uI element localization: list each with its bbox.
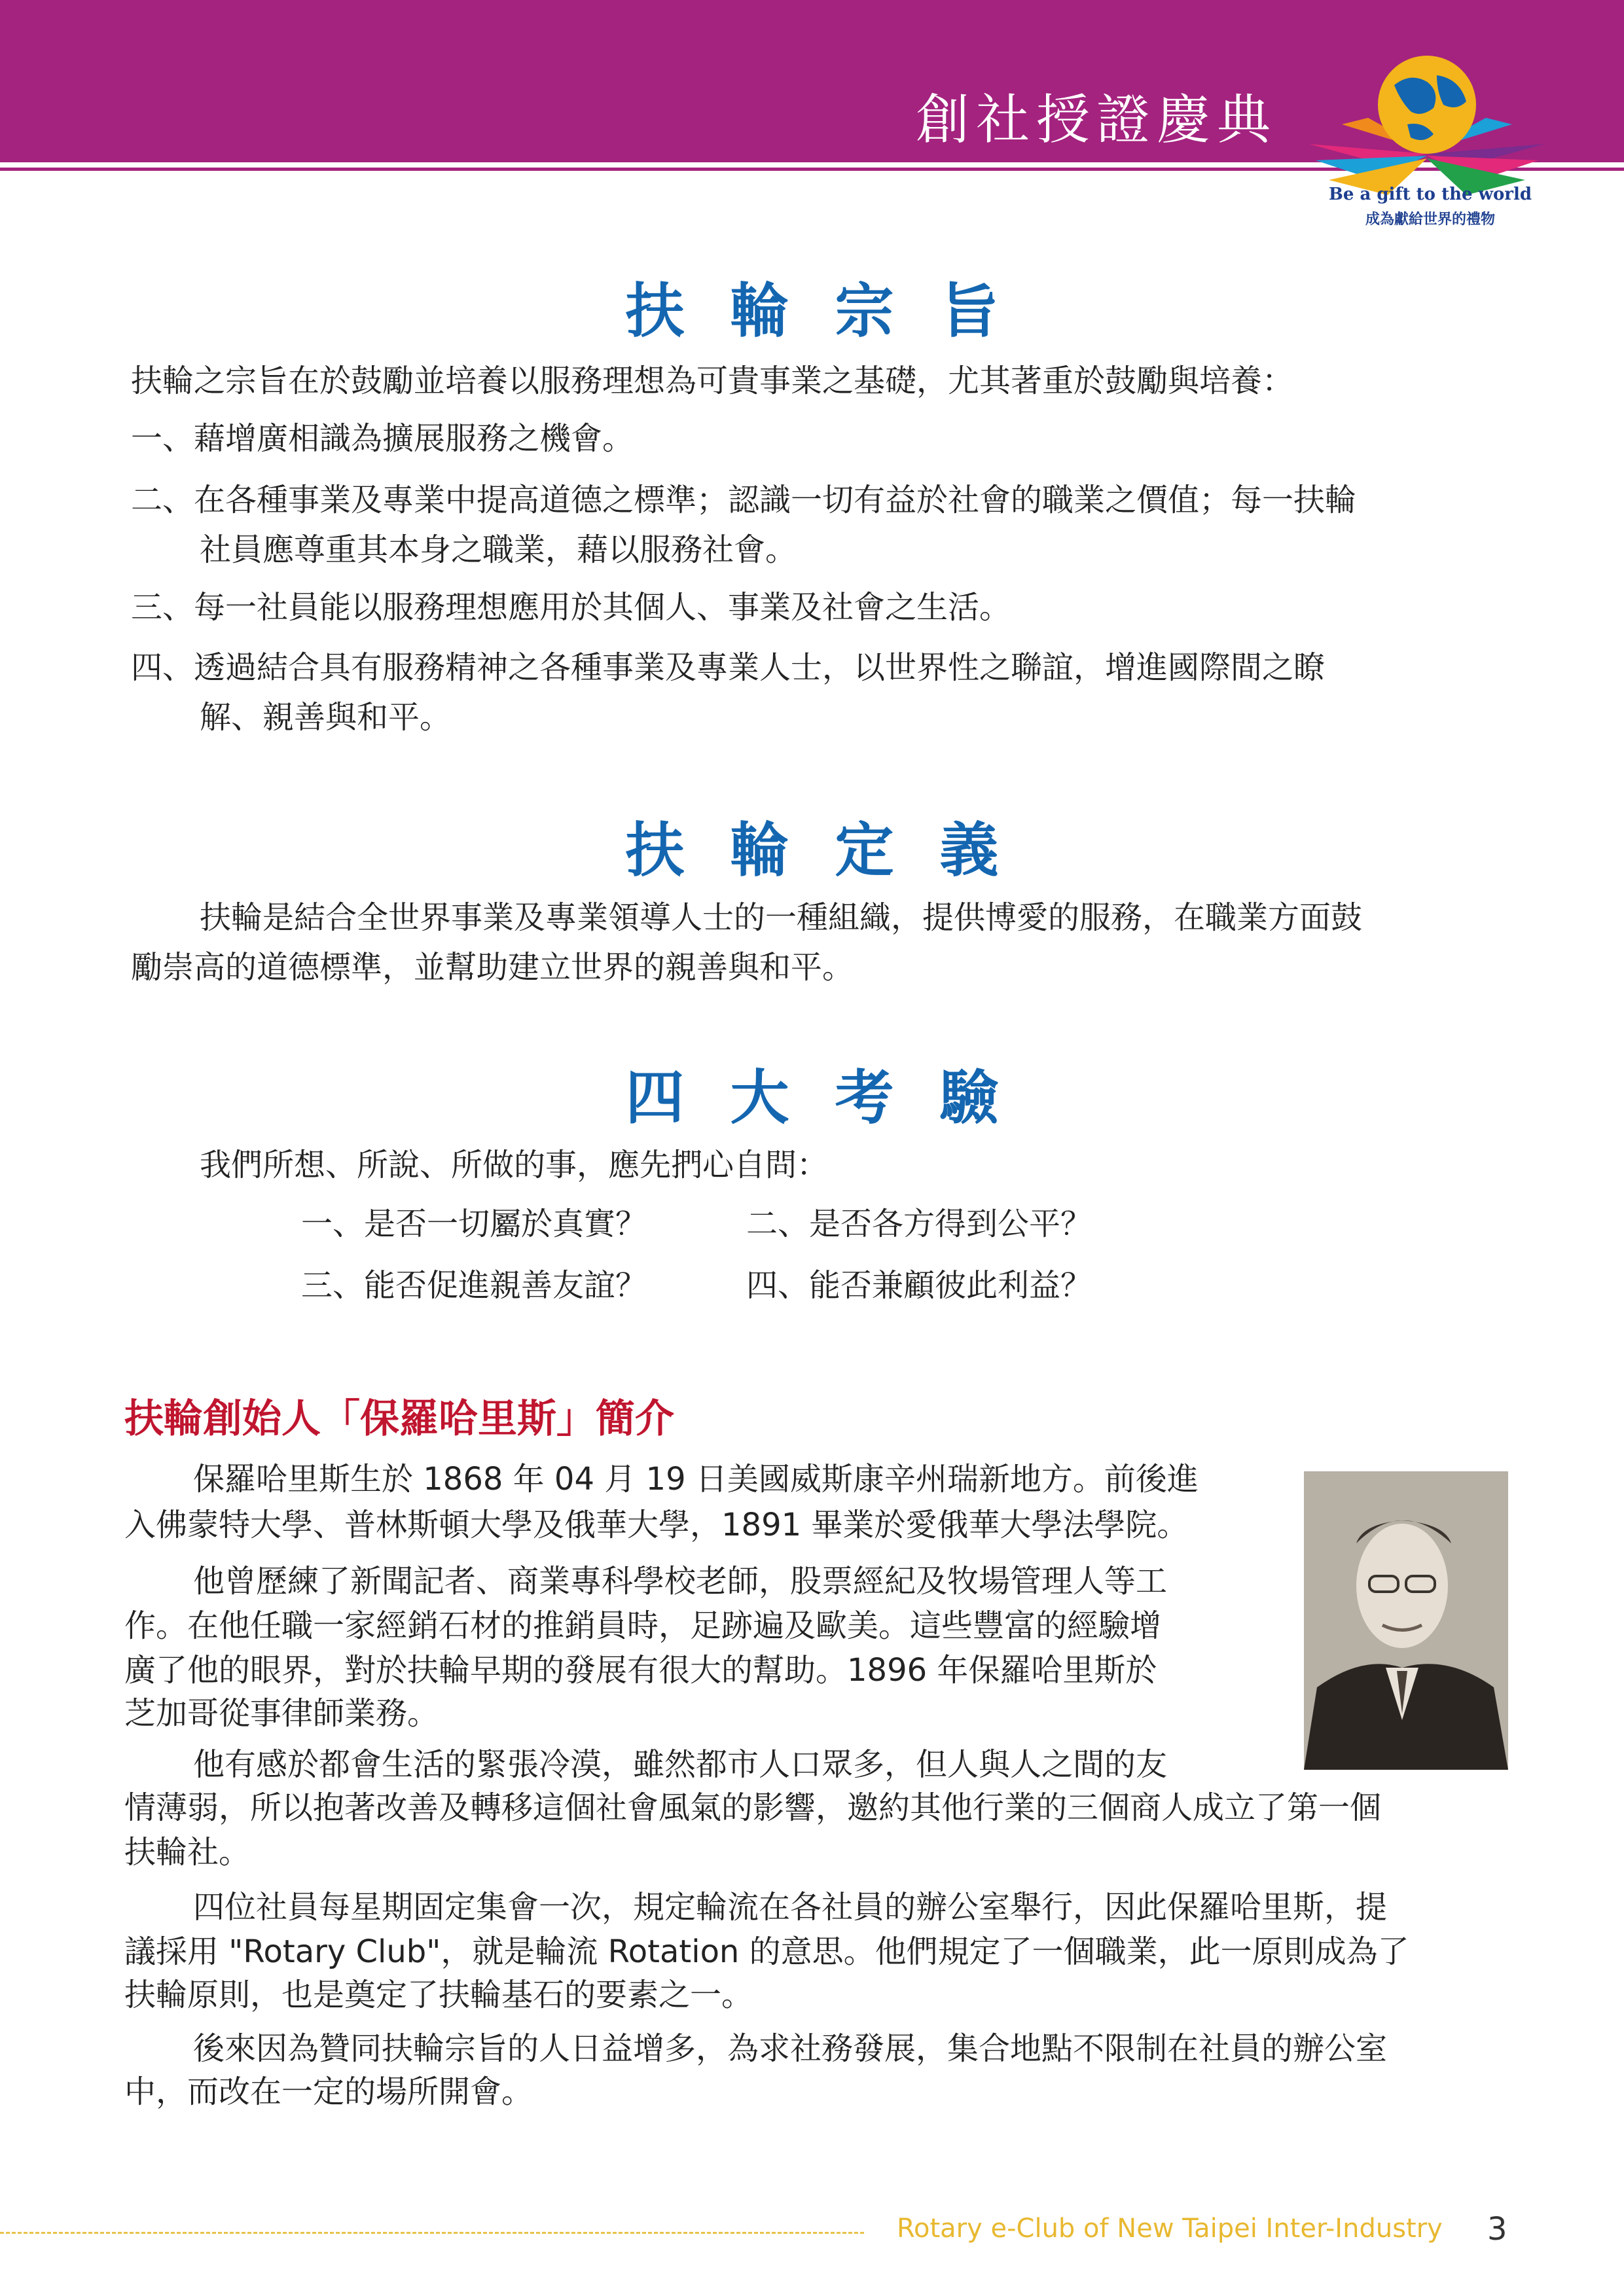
paragraph-line: 扶輪原則，也是奠定了扶輪基石的要素之一。 [124,1977,753,2013]
paragraph-line: 四、透過結合具有服務精神之各種事業及專業人士，以世界性之聯誼，增進國際間之瞭 [131,649,1326,686]
four-way-test-item: 一、是否一切屬於真實？ [301,1206,647,1242]
paul-harris-portrait [1304,1471,1508,1770]
paragraph-line: 他曾歷練了新聞記者、商業專科學校老師，股票經紀及牧場管理人等工 [193,1563,1168,1600]
page-number: 3 [1487,2211,1507,2248]
paragraph-line: 二、在各種事業及專業中提高道德之標準；認識一切有益於社會的職業之價值；每一扶輪 [131,482,1357,518]
paragraph-line: 廣了他的眼界，對於扶輪早期的發展有很大的幫助。1896 年保羅哈里斯於 [124,1652,1157,1689]
section-title-object-of-rotary: 扶輪宗旨 [625,277,1045,346]
paragraph-line: 入佛蒙特大學、普林斯頓大學及俄華大學，1891 畢業於愛俄華大學法學院。 [124,1507,1189,1543]
paragraph-line: 扶輪是結合全世界事業及專業領導人士的一種組織，提供博愛的服務，在職業方面鼓 [200,899,1363,936]
paragraph-line: 情薄弱，所以抱著改善及轉移這個社會風氣的影響，邀約其他行業的三個商人成立了第一個 [124,1789,1382,1826]
paragraph-line: 扶輪之宗旨在於鼓勵並培養以服務理想為可貴事業之基礎，尤其著重於鼓勵與培養： [131,363,1294,399]
section-title-four-way-test: 四大考驗 [625,1064,1045,1132]
four-way-test-item: 三、能否促進親善友誼？ [301,1267,647,1304]
paragraph-line: 保羅哈里斯生於 1868 年 04 月 19 日美國威斯康辛州瑞新地方。前後進 [193,1461,1199,1498]
paragraph-line: 三、每一社員能以服務理想應用於其個人、事業及社會之生活。 [131,589,1011,626]
founder-heading: 扶輪創始人「保羅哈里斯」簡介 [124,1396,674,1442]
paragraph-line: 扶輪社。 [124,1834,251,1871]
paragraph-line: 他有感於都會生活的緊張冷漠，雖然都市人口眾多，但人與人之間的友 [193,1746,1168,1783]
paragraph-line: 議採用 "Rotary Club"，就是輪流 Rotation 的意思。他們規定了一個職業，此一原則成為了 [124,1933,1409,1970]
footer-club-name: Rotary e-Club of New Taipei Inter-Industry [897,2214,1443,2244]
section-title-definition: 扶輪定義 [625,816,1045,885]
paragraph-line: 社員應尊重其本身之職業，藉以服務社會。 [200,531,797,568]
four-way-test-item: 四、能否兼顧彼此利益？ [746,1267,1092,1304]
paragraph-line: 中，而改在一定的場所開會。 [124,2073,533,2110]
paragraph-line: 作。在他任職一家經銷石材的推銷員時，足跡遍及歐美。這些豐富的經驗增 [124,1607,1162,1644]
header-title: 創社授證慶典 [915,89,1277,151]
logo-tagline-en: Be a gift to the world [1328,185,1532,204]
paragraph-line: 勵崇高的道德標準，並幫助建立世界的親善與和平。 [131,949,854,986]
paragraph-line: 芝加哥從事律師業務。 [124,1695,439,1732]
footer-divider [0,2232,864,2234]
logo-tagline-zh: 成為獻給世界的禮物 [1365,211,1495,228]
four-way-test-intro: 我們所想、所說、所做的事，應先捫心自問： [200,1147,829,1183]
four-way-test-item: 二、是否各方得到公平？ [746,1206,1092,1242]
rotary-theme-logo-icon [1303,46,1551,236]
paragraph-line: 一、藉增廣相識為擴展服務之機會。 [131,420,634,457]
paragraph-line: 後來因為贊同扶輪宗旨的人日益增多，為求社務發展，集合地點不限制在社員的辦公室 [193,2030,1388,2067]
paragraph-line: 解、親善與和平。 [200,699,452,736]
paragraph-line: 四位社員每星期固定集會一次，規定輪流在各社員的辦公室舉行，因此保羅哈里斯，提 [193,1889,1388,1926]
